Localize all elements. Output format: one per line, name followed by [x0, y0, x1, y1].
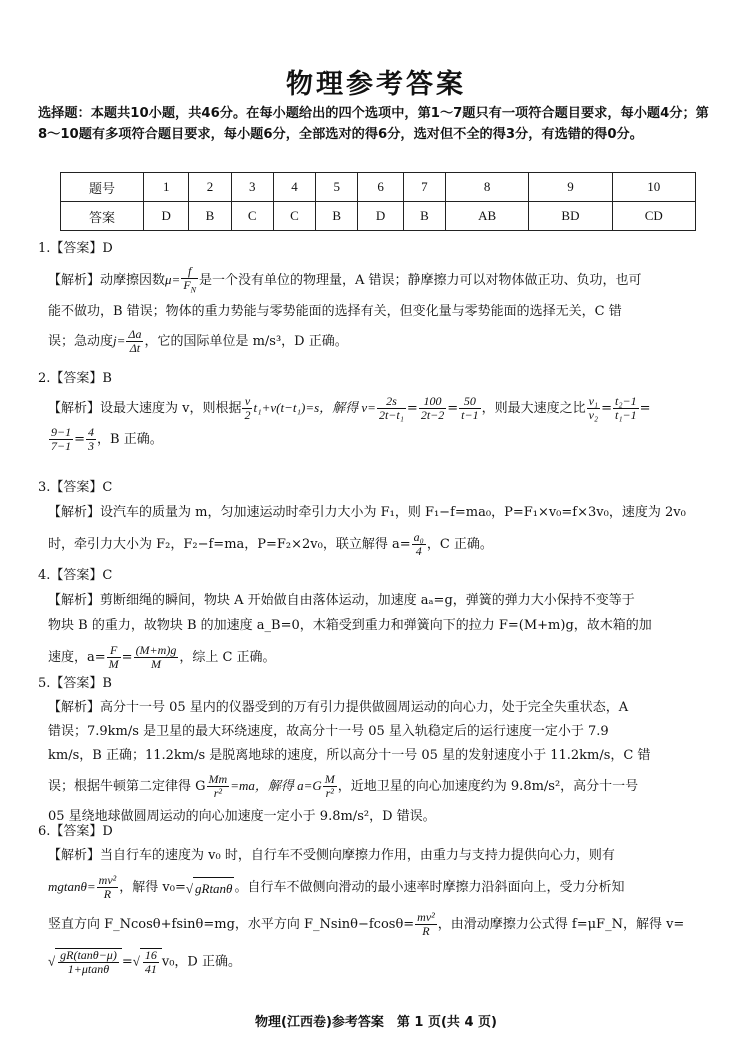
text-span: 竖直方向 F_Ncosθ+fsinθ=mg，水平方向 F_Nsinθ−fcosθ=: [48, 917, 415, 932]
math-span: t₁+v(t−t₁)=s，解得 v=: [253, 400, 376, 415]
question-5-line-2: 错误；7.9km/s 是卫星的最大环绕速度，故高分十一号 05 星入轨稳定后的运行速度一定小于 7.9: [48, 724, 609, 739]
fraction-numerator: 50: [459, 395, 480, 409]
fraction-denominator: 2: [244, 408, 251, 422]
fraction: [207, 773, 230, 800]
fraction-denominator: Δt: [129, 341, 141, 356]
fraction: [58, 949, 119, 976]
math-span: j=: [113, 333, 126, 349]
question-4-answer: 4.【答案】C: [38, 568, 113, 583]
fraction-denominator: r²: [325, 786, 334, 800]
table-cell: 7: [403, 173, 445, 202]
math-span: μ=: [165, 272, 181, 288]
fraction-numerator: mv²: [417, 910, 435, 924]
page-footer: 物理(江西卷)参考答案 第 1 页(共 4 页): [255, 1015, 497, 1030]
text-span: v₀，D 正确。: [161, 954, 241, 970]
table-cell: 4: [273, 173, 315, 202]
square-root: √ $\frac{16}{41}$: [133, 948, 162, 976]
fraction-denominator: t₁−1: [615, 408, 637, 422]
square-root: √ gRtanθ: [186, 877, 235, 899]
fraction-denominator: r²: [213, 786, 222, 800]
radicand: gRtanθ: [193, 877, 234, 899]
question-2-answer: 2.【答案】B: [38, 371, 112, 386]
text-span: F: [183, 278, 191, 292]
math-span: mgtanθ=: [48, 879, 96, 894]
fraction-numerator: 4: [88, 425, 95, 439]
fraction-denominator: 1+μtanθ: [67, 962, 110, 976]
fraction-numerator: 9−1: [51, 425, 72, 439]
fraction-numerator: v₁: [588, 394, 599, 408]
fraction-denominator: 3: [88, 439, 95, 453]
fraction: [415, 911, 437, 938]
fraction-numerator: t₂−1: [615, 394, 637, 408]
fraction: [242, 395, 252, 422]
fraction-denominator: 4: [415, 544, 422, 558]
table-cell: 6: [358, 173, 403, 202]
question-6-line-3: [38, 911, 718, 938]
fraction-numerator: 16: [144, 948, 157, 962]
table-cell: B: [403, 202, 445, 231]
fraction-denominator: [181, 279, 198, 296]
question-3-line-1: 【解析】设汽车的质量为 m，匀加速运动时牵引力大小为 F₁，则 F₁−f=ma₀，P=F₁×v₀=f×3v₀，速度为 2v₀: [48, 505, 686, 520]
question-4: [38, 565, 718, 671]
fraction: [143, 949, 159, 976]
question-1-line-2: 能不做功，B 错误；物体的重力势能与零势能面的选择有关，但变化量与零势能面的选择无关，C 错: [48, 304, 622, 320]
fraction: [126, 328, 143, 355]
text-span: 误；急动度: [48, 334, 114, 350]
fraction-denominator: R: [103, 887, 112, 901]
table-cell: 9: [529, 173, 612, 202]
table-cell: 5: [316, 173, 358, 202]
table-cell: C: [231, 202, 273, 231]
fraction: [587, 395, 601, 422]
table-cell: B: [316, 202, 358, 231]
subscript: N: [190, 285, 197, 295]
question-5-line-3: km/s，B 正确；11.2km/s 是脱离地球的速度，所以高分十一号 05 星的发射速度小于 11.2km/s，C 错: [48, 748, 651, 763]
table-row-numbers: [61, 173, 696, 202]
text-span: 误；根据牛顿第二定律得 G: [48, 779, 206, 794]
fraction: [86, 426, 96, 453]
table-header-number: 题号: [61, 173, 144, 202]
fraction-denominator: t−1: [461, 408, 479, 422]
fraction: [97, 874, 119, 901]
question-5-line-4: [38, 773, 718, 800]
question-2-line-1: 【解析】设最大速度为 v，则根据 $\frac{v}{2}$ t₁+v(t−t₁)=s，解得 v= $\frac{2s}{\text{2t−t₁}}$ = $\frac{100}{2t-2}$ = $\frac{50}{t-1}$ ，则最大速度之比 $\frac{\text{v₁}}{\text{v₂}}$ = $\frac{\text{t₂−1}}{\text{t₁−1}}$ =: [48, 394, 651, 422]
section-intro: 选择题：本题共10小题，共46分。在每小题给出的四个选项中，第1～7题只有一项符合题目要求，每小题4分；第8～10题有多项符合题目要求，每小题6分，全部选对的得6分，选对但不全的得3分，有选错的得0分。: [38, 106, 709, 142]
fraction-numerator: F: [107, 644, 121, 658]
question-1-line-1: [38, 265, 718, 296]
fraction: [49, 426, 73, 453]
fraction-numerator: Δa: [128, 327, 142, 342]
table-cell: 1: [144, 173, 189, 202]
text-span: ，则最大速度之比: [481, 401, 586, 416]
question-5-answer: 5.【答案】B: [38, 676, 112, 691]
text-span: ，综上 C 正确。: [179, 650, 276, 665]
page-title: 物理参考答案: [286, 69, 466, 100]
table-cell: 3: [231, 173, 273, 202]
fraction: [613, 395, 639, 422]
fraction-numerator: mv²: [98, 873, 117, 887]
fraction: [181, 265, 198, 296]
question-3-line-2: [38, 531, 718, 558]
fraction: [377, 395, 406, 422]
table-cell: C: [273, 202, 315, 231]
fraction-numerator: gR(tanθ−μ): [60, 948, 117, 962]
fraction-denominator: 7−1: [51, 439, 72, 453]
question-6-answer: 6.【答案】D: [38, 824, 113, 839]
square-root: √ $\frac{gR(\tan\theta-\mu)}{1+\mu\tan\theta}$: [48, 948, 122, 976]
question-5-line-5: 05 星绕地球做圆周运动的向心加速度一定小于 9.8m/s²，D 错误。: [48, 809, 436, 824]
fraction-numerator: (M+m)g: [135, 643, 177, 657]
question-6-line-4: [38, 948, 718, 976]
fraction-denominator: M: [108, 657, 119, 671]
question-5: [38, 673, 718, 827]
fraction-numerator: M: [324, 772, 335, 786]
text-span: ，它的国际单位是 m/s³，D 正确。: [144, 334, 348, 350]
fraction-denominator: M: [150, 657, 161, 671]
question-4-line-3: 速度，a= $\frac{F}{M}$ = $\frac{(M+m)g}{M}$ ，综上 C 正确。: [48, 643, 276, 671]
question-6-line-1: 【解析】当自行车的速度为 v₀ 时，自行车不受侧向摩擦力作用，由重力与支持力提供向心力，则有: [48, 848, 615, 863]
question-6: [38, 821, 718, 976]
question-1-line-3: [38, 328, 718, 355]
text-span: 速度，a=: [48, 650, 106, 665]
question-2: [38, 368, 718, 453]
table-cell: BD: [529, 202, 612, 231]
fraction: [459, 395, 480, 422]
fraction: [107, 644, 121, 671]
fraction: [323, 773, 337, 800]
fraction: [419, 395, 446, 422]
fraction-numerator: f: [181, 265, 198, 279]
table-cell: CD: [612, 202, 695, 231]
text-span: 。自行车不做侧向滑动的最小速率时摩擦力沿斜面向上，受力分析知: [234, 880, 625, 895]
radicand: [140, 948, 162, 976]
text-span: ，B 正确。: [97, 432, 163, 447]
table-header-answer: 答案: [61, 202, 144, 231]
fraction: [412, 531, 426, 558]
math-span: =ma，解得 a=G: [230, 778, 322, 793]
question-3-answer: 3.【答案】C: [38, 480, 113, 495]
text-span: ，C 正确。: [426, 537, 493, 552]
text-span: ，近地卫星的向心加速度约为 9.8m/s²，高分十一号: [337, 779, 639, 794]
fraction-numerator: a₀: [413, 530, 424, 544]
question-6-line-2: [38, 874, 718, 901]
question-1-answer: 1.【答案】D: [38, 241, 113, 256]
text-span: ，由滑动摩擦力公式得 f=μF_N，解得 v=: [437, 917, 685, 932]
question-4-line-1: 【解析】剪断细绳的瞬间，物块 A 开始做自由落体运动，加速度 aₐ=g，弹簧的弹力大小保持不变等于: [48, 593, 635, 608]
fraction-denominator: 41: [144, 962, 157, 976]
table-cell: D: [358, 202, 403, 231]
table-cell: 8: [446, 173, 529, 202]
table-cell: 10: [612, 173, 695, 202]
fraction-numerator: v: [242, 395, 252, 409]
fraction-numerator: Mm: [208, 772, 228, 786]
fraction-denominator: R: [422, 924, 430, 938]
fraction-numerator: 100: [419, 395, 446, 409]
text-span: 【解析】设最大速度为 v，则根据: [48, 401, 242, 416]
question-2-line-2: $\frac{9-1}{7-1}$ = $\frac{4}{3}$ ，B 正确。: [51, 425, 163, 453]
fraction-denominator: 2t−t₁: [378, 408, 404, 422]
fraction-numerator: 2s: [377, 395, 406, 409]
fraction-denominator: v₂: [588, 408, 599, 422]
table-cell: AB: [446, 202, 529, 231]
fraction-denominator: 2t−2: [420, 408, 445, 422]
question-4-line-2: 物块 B 的重力，故物块 B 的加速度 a_B=0，木箱受到重力和弹簧向下的拉力 F=(M+m)g，故木箱的加: [48, 618, 652, 633]
text-span: =: [121, 954, 133, 970]
text-span: 是一个没有单位的物理量，A 错误；静摩擦力可以对物体做正功、负功，也可: [199, 273, 642, 289]
question-5-line-1: 【解析】高分十一号 05 星内的仪器受到的万有引力提供做圆周运动的向心力，处于完全失重状态，A: [48, 700, 629, 715]
text-span: ，解得 v₀=: [119, 880, 186, 895]
answer-table: [60, 172, 696, 231]
table-cell: 2: [189, 173, 231, 202]
table-cell: D: [144, 202, 189, 231]
table-cell: B: [189, 202, 231, 231]
radicand: [55, 948, 122, 976]
question-3: [38, 477, 718, 558]
text-span: 【解析】动摩擦因数: [48, 273, 166, 289]
table-row-answers: [61, 202, 696, 231]
text-span: 时，牵引力大小为 F₂，F₂−f=ma，P=F₂×2v₀，联立解得 a=: [48, 537, 411, 552]
question-1: [38, 238, 718, 355]
fraction: [134, 644, 179, 671]
